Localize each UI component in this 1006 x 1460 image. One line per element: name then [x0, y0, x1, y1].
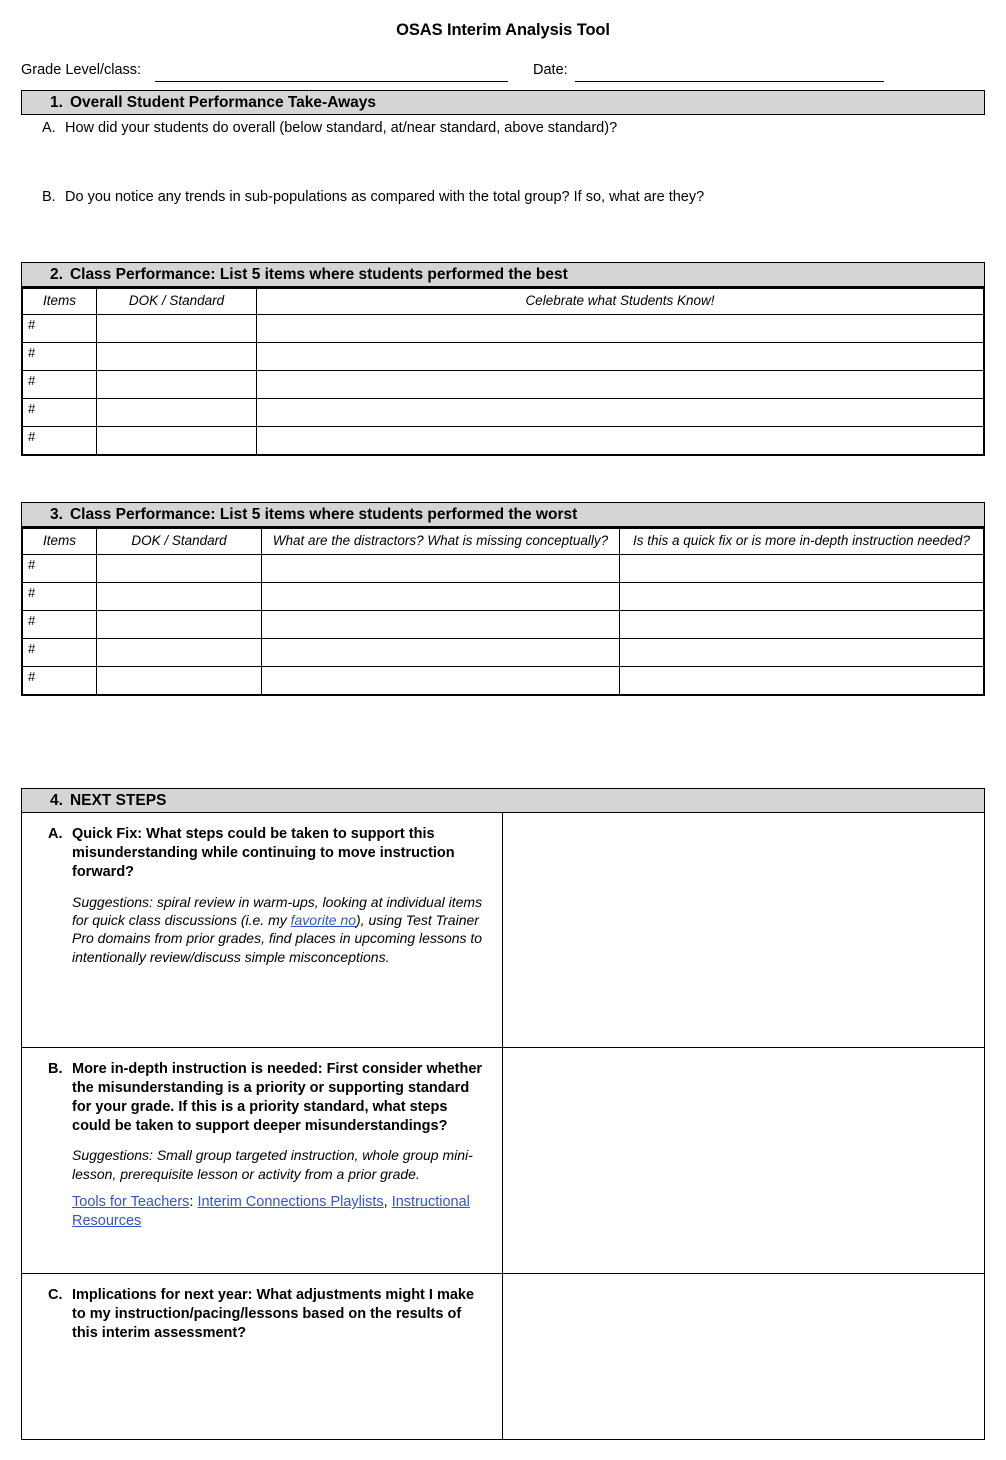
interim-connections-playlists-link[interactable]: Interim Connections Playlists [197, 1194, 384, 1211]
table-row [23, 610, 984, 638]
cell-distractors[interactable] [262, 582, 620, 610]
step-a-letter: A. [48, 826, 63, 842]
cell-items: # [23, 582, 97, 610]
section-4-heading: NEXT STEPS [69, 792, 167, 809]
cell-quick-fix[interactable] [620, 610, 984, 638]
cell-dok[interactable] [97, 398, 257, 426]
cell-distractors[interactable] [262, 554, 620, 582]
page-title: OSAS Interim Analysis Tool [396, 21, 610, 39]
table-row [23, 666, 984, 694]
section-3-table-frame [21, 527, 985, 696]
table-row [23, 426, 984, 454]
step-b-question [48, 1060, 484, 1135]
question-b-letter: B. [42, 189, 56, 205]
table-row [23, 554, 984, 582]
cell-dok[interactable] [97, 610, 262, 638]
next-steps-row-c [22, 1274, 984, 1439]
step-c-question-text: Implications for next year: What adjustments might I make to my instruction/pacing/lessons based on the results of this interim assessment? [72, 1287, 475, 1341]
cell-dok[interactable] [97, 638, 262, 666]
step-c-letter: C. [48, 1287, 63, 1303]
step-b-letter: B. [48, 1061, 63, 1077]
table-row [23, 342, 984, 370]
tools-for-teachers-link[interactable]: Tools for Teachers [72, 1194, 190, 1211]
step-a-suggestion-pre: Suggestions: spiral review in warm-ups, looking at individual items for quick class discussions (i.e. my [72, 893, 483, 928]
column-header-dok: DOK / Standard [97, 289, 257, 315]
cell-dok[interactable] [97, 554, 262, 582]
section-4-number: 4. [50, 792, 63, 809]
cell-items: # [23, 398, 97, 426]
step-a-suggestions [72, 893, 484, 967]
cell-dok[interactable] [97, 314, 257, 342]
table-row [23, 314, 984, 342]
date-input[interactable] [575, 81, 884, 82]
cell-quick-fix[interactable] [620, 554, 984, 582]
question-a-letter: A. [42, 120, 56, 136]
section-1-header [21, 90, 985, 115]
instructional-resources-link[interactable]: Instructional Resources [72, 1194, 470, 1230]
cell-items: # [23, 638, 97, 666]
table-row [23, 398, 984, 426]
section-3-heading: Class Performance: List 5 items where students performed the worst [69, 506, 578, 523]
column-header-distractors: What are the distractors? What is missing conceptually? [262, 529, 620, 555]
section-3-number: 3. [50, 506, 63, 523]
cell-quick-fix[interactable] [620, 666, 984, 694]
section-3-header [21, 502, 985, 527]
cell-items: # [23, 370, 97, 398]
cell-quick-fix[interactable] [620, 582, 984, 610]
cell-celebrate[interactable] [257, 342, 984, 370]
section-2-table-frame [21, 287, 985, 456]
next-steps-prompt-a [22, 813, 503, 1047]
cell-dok[interactable] [97, 666, 262, 694]
date-label: Date: [533, 62, 568, 78]
cell-distractors[interactable] [262, 666, 620, 694]
column-header-celebrate: Celebrate what Students Know! [257, 289, 984, 315]
table-header-row [23, 289, 984, 315]
section-1-question-a [42, 120, 617, 136]
section-2-heading: Class Performance: List 5 items where students performed the best [69, 266, 568, 283]
section-1-heading: Overall Student Performance Take-Aways [69, 94, 377, 111]
cell-distractors[interactable] [262, 638, 620, 666]
next-steps-prompt-c [22, 1274, 503, 1439]
step-a-question-text: Quick Fix: What steps could be taken to support this misunderstanding while continuing to move instruction forward? [72, 826, 455, 880]
link-sep-2: , [383, 1194, 392, 1211]
column-header-quick-fix: Is this a quick fix or is more in-depth instruction needed? [620, 529, 984, 555]
cell-celebrate[interactable] [257, 370, 984, 398]
cell-items: # [23, 342, 97, 370]
cell-dok[interactable] [97, 582, 262, 610]
cell-items: # [23, 554, 97, 582]
cell-celebrate[interactable] [257, 398, 984, 426]
section-2-table [22, 288, 984, 455]
question-a-text: How did your students do overall (below standard, at/near standard, above standard)? [65, 120, 618, 136]
section-2-header [21, 262, 985, 287]
step-b-question-text: More in-depth instruction is needed: First consider whether the misunderstanding is a priority or supporting standard for your grade. If this is a priority standard, what steps could be taken to support deeper misunderstandings? [72, 1061, 483, 1134]
next-steps-table [21, 813, 985, 1440]
step-b-links [72, 1193, 484, 1231]
cell-dok[interactable] [97, 370, 257, 398]
table-row [23, 582, 984, 610]
next-steps-row-a [22, 813, 984, 1048]
question-b-text: Do you notice any trends in sub-populations as compared with the total group? If so, what are they? [65, 189, 705, 205]
step-a-answer-field[interactable] [503, 813, 984, 1047]
column-header-items: Items [23, 289, 97, 315]
next-steps-row-b [22, 1048, 984, 1274]
section-4-header [21, 788, 985, 813]
section-2-number: 2. [50, 266, 63, 283]
next-steps-prompt-b [22, 1048, 503, 1273]
section-3-table [22, 528, 984, 695]
step-c-answer-field[interactable] [503, 1274, 984, 1439]
cell-dok[interactable] [97, 426, 257, 454]
table-row [23, 370, 984, 398]
column-header-dok: DOK / Standard [97, 529, 262, 555]
identity-line [21, 62, 971, 84]
step-a-question [48, 825, 484, 882]
section-1-question-b [42, 189, 704, 205]
cell-items: # [23, 314, 97, 342]
cell-items: # [23, 610, 97, 638]
cell-dok[interactable] [97, 342, 257, 370]
link-sep-1: : [189, 1194, 198, 1211]
cell-items: # [23, 426, 97, 454]
step-a-suggestion-post: ), using Test Trainer Pro domains from prior grades, find places in upcoming lessons to intentionally review/discuss simple misconceptions. [72, 912, 483, 965]
step-b-answer-field[interactable] [503, 1048, 984, 1273]
grade-level-label: Grade Level/class: [21, 62, 142, 78]
favorite-no-link[interactable]: favorite no [290, 912, 356, 928]
grade-level-input[interactable] [155, 81, 508, 82]
cell-quick-fix[interactable] [620, 638, 984, 666]
section-1-number: 1. [50, 94, 63, 111]
cell-celebrate[interactable] [257, 426, 984, 454]
cell-distractors[interactable] [262, 610, 620, 638]
cell-celebrate[interactable] [257, 314, 984, 342]
table-header-row [23, 529, 984, 555]
step-b-suggestions: Suggestions: Small group targeted instruction, whole group mini-lesson, prerequisite lesson or activity from a prior grade. [72, 1147, 473, 1182]
cell-items: # [23, 666, 97, 694]
table-row [23, 638, 984, 666]
column-header-items: Items [23, 529, 97, 555]
step-c-question [48, 1286, 484, 1343]
